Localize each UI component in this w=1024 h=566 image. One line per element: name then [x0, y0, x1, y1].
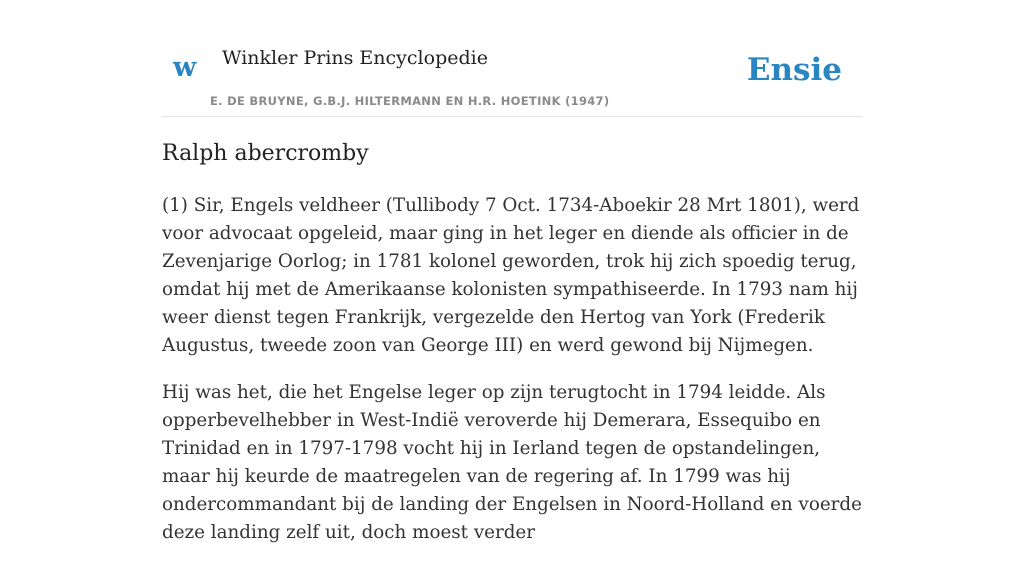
page	[162, 0, 862, 543]
article-paragraph: (1) Sir, Engels veldheer (Tullibody 7 Oct. 1734-Aboekir 28 Mrt 1801), werd voor advocaat opgeleid, maar ging in het leger en diende als officier in de Zevenjarige Oorlog; in 1781 kolonel geworden, trok hij zich spoedig terug, omdat hij met de Amerikaanse kolonisten sympathiseerde. In 1793 nam hij weer dienst tegen Frankrijk, vergezelde den Hertog van York (Frederik Augustus, tweede zoon van George III) en werd gewond bij Nijmegen.	[162, 195, 860, 356]
article-title: Ralph abercromby	[162, 141, 369, 166]
article-paragraph: Hij was het, die het Engelse leger op zijn terugtocht in 1794 leidde. Als opperbevelhebber in West-Indië veroverde hij Demerara, Essequibo en Trinidad en in 1797-1798 vocht hij in Ierland tegen de opstandelingen, maar hij keurde de maatregelen van de regering af. In 1799 was hij ondercommandant bij de landing der Engelsen in Noord-Holland en voerde deze landing zelf uit, doch moest verder	[162, 382, 862, 543]
winkler-prins-logo[interactable]: w	[173, 52, 197, 83]
source-title[interactable]: Winkler Prins Encyclopedie	[222, 47, 488, 69]
ensie-logo[interactable]: Ensie	[746, 52, 842, 88]
source-authors: E. DE BRUYNE, G.B.J. HILTERMANN EN H.R. HOETINK (1947)	[210, 94, 610, 108]
header	[162, 0, 862, 117]
article-body	[162, 192, 862, 566]
